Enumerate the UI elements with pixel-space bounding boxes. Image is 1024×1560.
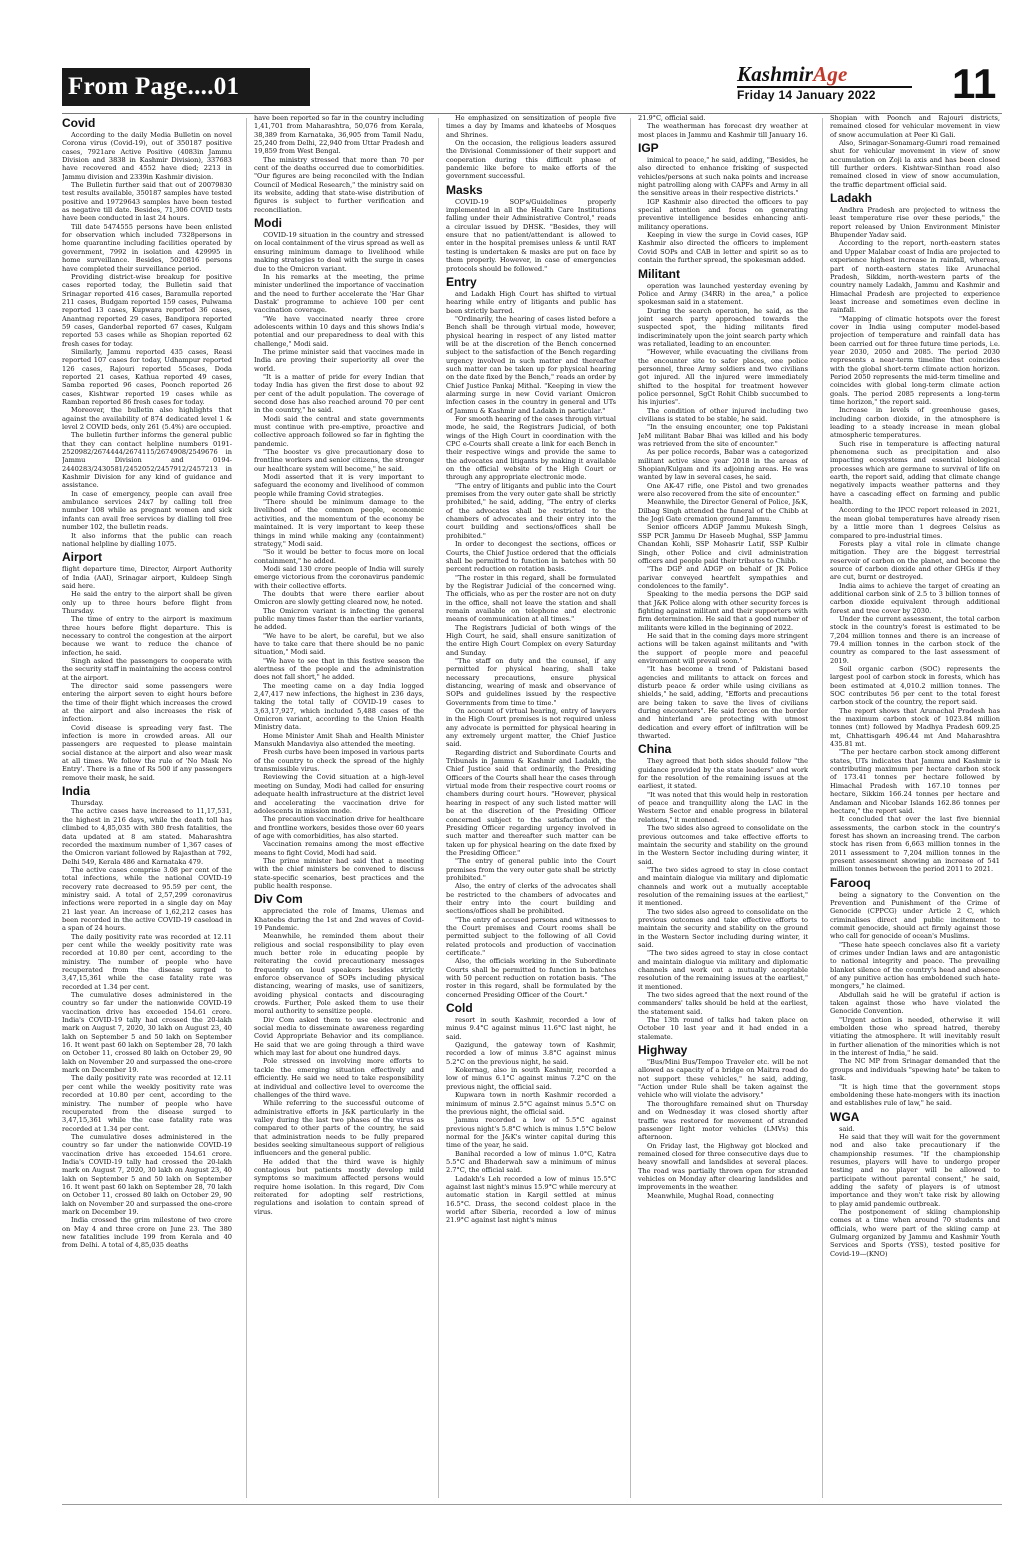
article-paragraph: The NC MP from Srinagar demanded that the groups and individuals "spewing hate" be taken to task.	[830, 1057, 1000, 1083]
article-paragraph: The cumulative doses administered in the country so far under the nationwide COVID-19 vaccination drive has exceeded 154.61 crore. India's COVID-19 tally had crossed the 20-lakh mark on August 7, 2020, 30 lakh on August 23, 40 lakh on September 5 and 50 lakh on September 16. It went past 60 lakh on September 28, 70 lakh on October 11, crossed 80 lakh on October 29, 90 lakh on November 20 and surpassed the one-crore mark on December 19.	[62, 1132, 232, 1216]
brand-logo	[737, 62, 927, 87]
article-paragraph: Senior officers ADGP Jammu Mukesh Singh, SSP PCR Jammu Dr Haseeb Mughal, SSP Jammu Chandan Kohli, SSP Mohasrir Latif, SSP Kulbir Singh, other Police and civil administration officers and people paid their tributes to Chibb.	[638, 523, 808, 565]
article-paragraph: It also informs that the public can reach national helpline by dialling 1075.	[62, 531, 232, 548]
article-paragraph: Meanwhile, he reminded them about their religious and social responsibility to play even much better role in educating people by reiterating the covid precautionary messages frequently on loud speakers besides strictly enforce observance of SOPs including physical distancing, wearing of masks, use of sanitizers, avoiding physical contacts and discouraging crowds. Further, Pole asked them to use their moral authority to sensitize people.	[254, 932, 424, 1016]
article-paragraph: It concluded that over the last five biennial assessments, the carbon stock in the country's forest has shown an increasing trend. The carbon stock has risen from 6,663 million tonnes in the 2011 assessment to 7,204 million tonnes in the present assessment showing an increase of 541 million tonnes between the period 2011 to 2021.	[830, 815, 1000, 874]
article-paragraph: Increase in levels of greenhouse gases, including carbon dioxide, in the atmosphere is leading to a steady increase in mean global atmospheric temperatures.	[830, 406, 1000, 440]
article-headline: Farooq	[830, 875, 871, 890]
article-paragraph: The prime minister had said that a meeting with the chief ministers be convened to discuss state-specific scenarios, best practices and the public health response.	[254, 856, 424, 890]
article-paragraph: Ladakh's Leh recorded a low of minus 15.5°C against last night's minus 15.9°C while mercury at automatic station in Kargil settled at minus 16.5°C. Drass, the second coldest place in the world after Siberia, recorded a low of minus 21.9°C against last night's minus	[446, 1174, 616, 1225]
article-paragraph: The active cases comprise 3.08 per cent of the total infections, while the national COVID-19 recovery rate decreased to 95.59 per cent, the ministry said. A total of 2,57,299 coronavirus infections were reported in a single day on May 21 last year. An increase of 1,62,212 cases has been recorded in the active COVID-19 caseload in a span of 24 hours.	[62, 865, 232, 933]
article-paragraph: "The entry of general public into the Court premises from the very outer gate shall be strictly prohibited."	[446, 857, 616, 882]
article-paragraph: He said the entry to the airport shall be given only up to three hours before flight from Thursday.	[62, 590, 232, 615]
article-paragraph: "The roster in this regard, shall be formulated by the Registrar Judicial of the concerned wing. The officials, who as per the roster are not on duty in the office, shall not leave the station and shall remain available on telephone and electronic means of communication at all times."	[446, 573, 616, 624]
column-2	[254, 114, 424, 1502]
section-banner: From Page....01	[62, 68, 310, 106]
article-paragraph: The daily positivity rate was recorded at 12.11 per cent while the weekly positivity rate was recorded at 10.80 per cent, according to the ministry. The number of people who have recuperated from the disease surged to 3,47,15,361 while the case fatality rate was recorded at 1.34 per cent.	[62, 932, 232, 991]
page-number: 11	[952, 60, 997, 107]
article-paragraph: "The booster vs give precautionary dose to frontline workers and senior citizens, the stronger our healthcare system will become," he said.	[254, 448, 424, 473]
article-paragraph: Kupwara town in north Kashmir recorded a minimum of minus 2.5°C against minus 5.5°C on the previous night, the official said.	[446, 1091, 616, 1116]
article-paragraph: The condition of other injured including two civilians is stated to be stable, he said.	[638, 406, 808, 423]
article-paragraph: Also, the entry of clerks of the advocates shall be restricted to the chambers of advocates and their entry into the court building and sections/offices shall be prohibited.	[446, 882, 616, 916]
article-paragraph: The report shows that Arunachal Pradesh has the maximum carbon stock of 1023.84 million tonnes (mt) followed by Madhya Pradesh 609.25 mt, Chhattisgarh 496.44 mt And Maharashtra 435.81 mt.	[830, 706, 1000, 749]
column-divider	[822, 118, 823, 1498]
article-headline: Cold	[446, 1001, 473, 1016]
article-paragraph: While referring to the successful outcome of administrative efforts in J&K particularly in the valley during the last two phases of the virus as compared to other parts of the country, he said that administration needs to be fully prepared besides seeking simultaneous support of religious influencers and the general public.	[254, 1099, 424, 1158]
article-paragraph: According to the IPCC report released in 2021, the mean global temperatures have already risen by a little more than 1 degrees Celsius as compared to pre-industrial times.	[830, 506, 1000, 540]
column-5	[830, 114, 1000, 1502]
article-paragraph: One AK-47 rifle, one Pistol and two grenades were also recovered from the site of encounter."	[638, 481, 808, 499]
article-paragraph: "These hate speech conclaves also fit a variety of crimes under Indian laws and are antagonistic to national integrity and peace. The prevailing blanket silence of the country's head and absence of any punitive action has emboldened such hate-mongers," he claimed.	[830, 940, 1000, 991]
article-paragraph: "We have vaccinated nearly three crore adolescents within 10 days and this shows India's potential and our preparedness to deal with this challenge," Modi said.	[254, 314, 424, 348]
article-columns	[62, 114, 1000, 1502]
article-paragraph: In his remarks at the meeting, the prime minister underlined the importance of vaccination and the need to further accelerate the 'Har Ghar Dastak' programme to achieve 100 per cent vaccination coverage.	[254, 272, 424, 315]
masthead	[737, 62, 927, 108]
article-paragraph: "The entry of litigants and public into the Court premises from the very outer gate shall be strictly prohibited," he said, adding, "The entry of clerks of the advocates shall be restricted to the chambers of advocates and their entry into the court building and sections/offices shall be prohibited."	[446, 481, 616, 540]
article-headline: IGP	[638, 141, 659, 156]
article-paragraph: inimical to peace," he said, adding, "Besides, he also directed to enhance frisking of suspected vehicles/persons at such naka points and increase night patrolling along with CAPFs and Army in all the sensitive areas in their respective districts."	[638, 156, 808, 198]
article-paragraph: Meanwhile, Mughal Road, connecting	[647, 1191, 774, 1200]
article-paragraph: COVID-19 situation in the country and stressed on local containment of the virus spread as well as ensuring minimum damage to livelihood while making strategies to deal with the surge in cases due to the Omicron variant.	[254, 231, 424, 273]
article-paragraph: "However, while evacuating the civilians from the encounter site to safer places, one police personnel, three Army soldiers and two civilians got injured. All the injured were immediately shifted to the hospital for treatment however police personnel, SgCt Rohit Chibb succumbed to his injuries".	[638, 348, 808, 407]
article-paragraph: "The two sides agreed to stay in close contact and maintain dialogue via military and diplomatic channels and work out a mutually acceptable resolution of the remaining issues at the earliest," it mentioned.	[638, 949, 808, 991]
article-paragraph: He said that in the coming days more stringent actions will be taken against militants and "with the support of people more and peaceful environment will prevail soon."	[638, 631, 808, 665]
article-paragraph: As per police records, Babar was a categorized militant active since year 2018 in the areas of Shopian/Kulgam and its adjoining areas. He was wanted by law in several cases, he said.	[638, 448, 808, 482]
article-paragraph: "It was noted that this would help in restoration of peace and tranquillity along the LAC in the Western Sector and enable progress in bilateral relations," it mentioned.	[638, 790, 808, 824]
article-paragraph: On account of virtual hearing, entry of lawyers in the High Court premises is not required unless any advocate is permitted for physical hearing in any extremely urgent matter, the Chief Justice said.	[446, 707, 616, 749]
article-paragraph: According to the daily Media Bulletin on novel Corona virus (Covid-19), out of 350187 positive cases, 7921are Active Positive (4083in Jammu Division and 3838 in Kashmir Division), 337683 have recovered and 4552 have died; 2213 in Jammu division and 2339in Kashmir division.	[62, 131, 232, 181]
article-paragraph: The doubts that were there earlier about Omicron are slowly getting cleared now, he noted.	[254, 589, 424, 607]
article-paragraph: The Registrars Judicial of both wings of the High Court, he said, shall ensure sanitization of the entire High Court Complex on every Saturday and Sunday.	[446, 623, 616, 657]
article-paragraph: said.	[839, 1124, 855, 1133]
article-paragraph: Jammu recorded a low of 5.5°C against previous night's 5.8°C which is minus 1.5°C below normal for the J&K's winter capital during this time of the year, he said.	[446, 1116, 616, 1150]
article-paragraph: "It is high time that the government stops emboldening these hate-mongers with its inaction and establishes rule of law," he said.	[830, 1082, 1000, 1108]
article-paragraph: "It has become a trend of Pakistani based agencies and militants to attack on forces and disturb peace & order while using civilians as shields," he said, adding, "Efforts and precautions are being taken to save the lives of civilians during encounters". He said forces on the border and hinterland are protecting with utmost dedication and every effort of infiltration will be thwarted.	[638, 665, 808, 741]
article-headline: Airport	[62, 550, 102, 565]
article-paragraph: "The two sides agreed to stay in close contact and maintain dialogue via military and diplomatic channels and work out a mutually acceptable resolution of the remaining issues at the earliest," it mentioned.	[638, 865, 808, 908]
article-paragraph: For smooth hearing of the cases through virtual mode, he said, the Registrars Judicial, of both wings of the High Court in coordination with the CPC e-Courts shall create a link for each Bench in their respective wings and provide the same to the advocates and litigants by making it available on the official website of the High Court or through any appropriate electronic mode.	[446, 415, 616, 482]
article-paragraph: Andhra Pradesh are projected to witness the least temperature rise over these periods," the report released by Union Environment Minister Bhupender Yadav said.	[830, 206, 1000, 240]
article-paragraph: "We have to be alert, be careful, but we also have to take care that there should be no panic situation," Modi said.	[254, 631, 424, 657]
column-divider	[246, 118, 247, 1498]
article-paragraph: Also, Srinagar-Sonamarg-Gumri road remained shut for vehicular movement in view of snow accumulation on Zoji la axis and has been closed till further orders. Kishtwar-Sinthan road also remained closed in view of snow accumulation, the traffic department official said.	[830, 139, 1000, 189]
article-paragraph: India crossed the grim milestone of two crore on May 4 and three crore on June 23. The 380 new fatalities include 199 from Kerala and 40 from Delhi. A total of 4,85,035 deaths	[62, 1216, 232, 1250]
article-paragraph: "Ordinarily, the hearing of cases listed before a Bench shall be through virtual mode, however, physical hearing in respect of any listed matter will be at the discretion of the Bench concerned subject to the satisfaction of the Bench regarding urgency involved in such matter and thereafter such matter can be taken up for physical hearing on the date fixed by the Bench," reads an order by Chief Justice Pankaj Mithal. "Keeping in view the alarming surge in new Covid variant Omicron infection cases in the country in general and UTs of Jammu & Kashmir and Ladakh in particular."	[446, 314, 616, 415]
article-paragraph: Modi said 130 crore people of India will surely emerge victorious from the coronavirus pandemic with their collective efforts.	[254, 564, 424, 590]
article-headline: China	[638, 742, 672, 757]
article-paragraph: The two sides agreed that the next round of the commanders' talks should be held at the earliest, the statement said.	[638, 991, 808, 1016]
article-paragraph: Pole stressed on involving more efforts to tackle the emerging situation effectively and efficiently. He said we need to take responsibility at individual and collective level to overcome the challenges of the third wave.	[254, 1057, 424, 1099]
article-paragraph: The director said some passengers were entering the airport seven to eight hours before the time of their flight which increases the crowd at the airport and also increases the risk of infection.	[62, 682, 232, 724]
article-paragraph: "Urgent action is needed, otherwise it will embolden those who spread hatred, thereby vitiating the atmosphere. It will inevitably result in further alienation of the minorities which is not in the interest of India," he said.	[830, 1015, 1000, 1058]
article-paragraph: Fresh curbs have been imposed in various parts of the country to check the spread of the highly transmissible virus.	[254, 748, 424, 774]
article-paragraph: Kokernag, also in south Kashmir, recorded a low of minus 6.1°C against minus 7.2°C on the previous night, the official said.	[446, 1066, 616, 1091]
article-paragraph: IGP Kashmir also directed the officers to pay special attention and focus on generating preventive intelligence besides enhancing anti-militancy operations.	[638, 197, 808, 231]
column-1	[62, 114, 232, 1502]
article-paragraph: Speaking to the media persons the DGP said that J&K Police along with other security forces is fighting against militant and their supporters with firm determination. He said that a good number of militants were killed in the beginning of 2022.	[638, 590, 808, 632]
article-paragraph: Abdullah said he will be grateful if action is taken against those who have violated the Genocide Convention.	[830, 990, 1000, 1016]
article-paragraph: The two sides also agreed to consolidate on the previous outcomes and take effective efforts to maintain the security and stability on the ground in the Western Sector including during winter, it said.	[638, 907, 808, 949]
article-headline: Highway	[638, 1043, 688, 1058]
article-paragraph: operation was launched yesterday evening by Police and Army (34RR) in the area," a police spokesman said in a statement.	[638, 281, 808, 307]
article-paragraph: On the occasion, the religious leaders assured the Divisional Commissioner of their support and cooperation during this difficult phase of pandemic like before to make efforts of the government successful.	[446, 139, 616, 181]
article-paragraph: Covid disease is spreading very fast. The infection is more in crowded areas. All our passengers are requested to please maintain social distance at the airport and also wear mask at all times. We follow the rule of 'No Mask No Entry'. There is a fine of Rs 500 if any passengers remove their mask, he said.	[62, 723, 232, 782]
article-headline: Masks	[446, 182, 483, 197]
article-paragraph: "Bus/Mini Bus/Tempoo Traveler etc. will be not allowed as capacity of a bridge on Maitra road do not support these vehicles," he said, adding, "Action under Rule shall be taken against the vehicle who will violate the advisory."	[638, 1058, 808, 1100]
article-paragraph: The precaution vaccination drive for healthcare and frontline workers, besides those over 60 years of age with comorbidities, has also started.	[254, 815, 424, 840]
article-paragraph: The active cases have increased to 11,17,531, the highest in 216 days, while the death toll has climbed to 4,85,035 with 380 fresh fatalities, the data updated at 8 am stated. Maharashtra recorded the maximum number of 1,367 cases of the Omicron variant followed by Rajasthan at 792, Delhi 549, Kerala 486 and Karnataka 479.	[62, 807, 232, 866]
article-paragraph: Qazigund, the gateway town of Kashmir, recorded a low of minus 3.8°C against minus 5.2°C on the previous night, he said.	[446, 1041, 616, 1066]
article-paragraph: Div Com asked them to use electronic and social media to disseminate awareness regarding Covid Appropriate Behavior and its compliance. He said that we are going through a third wave which may last for about one hundred days.	[254, 1015, 424, 1058]
article-paragraph: In case of emergency, people can avail free ambulance services 24x7 by calling toll free number 108 while as pregnant women and sick infants can avail free services by dialling toll free number 102, the bulletin reads.	[62, 489, 232, 532]
article-paragraph: flight departure time, Director, Airport Authority of India (AAI), Srinagar airport, Kuldeep Singh said here.	[62, 565, 232, 590]
article-paragraph: Singh asked the passengers to cooperate with the security staff in maintaining the access control at the airport.	[62, 656, 232, 682]
article-paragraph: "The entry of accused persons and witnesses to the Court premises and Court rooms shall be permitted subject to the following of all Covid related protocols and production of vaccination certificate."	[446, 915, 616, 957]
article-paragraph: The time of entry to the airport is maximum three hours before flight departure. This is necessary to control the congestion at the airport because we want to reduce the chance of infection, he said.	[62, 615, 232, 657]
article-paragraph: Shopian with Poonch and Rajouri districts, remained closed for vehicular movement in view of snow accumulation at Peer Ki Gali.	[830, 114, 1000, 139]
article-paragraph: In order to decongest the sections, offices or Courts, the Chief Justice ordered that the officials shall be permitted to function in batches with 50 percent reduction on rotation basis.	[446, 540, 616, 574]
article-paragraph: During the search operation, he said, as the joint search party approached towards the suspected spot, the hiding militants fired indiscriminately upon the joint search party which was retaliated, leading to an encounter.	[638, 306, 808, 348]
article-headline: Covid	[62, 116, 96, 130]
article-paragraph: "Mapping of climatic hotspots over the forest cover in India using computer model-based projection of temperature and rainfall data has been carried out for three future time periods, i.e. year 2030, 2050 and 2085. The period 2030 represents a near-term timeline that coincides with the global short-term climate action horizon. Period 2050 represents the mid-term timeline and coincides with global long-term climate action goals. The period 2085 represents a long-term time horizon," the report said.	[830, 314, 1000, 406]
article-paragraph: The daily positivity rate was recorded at 12.11 per cent while the weekly positivity rate was recorded at 10.80 per cent, according to the ministry. The number of people who have recuperated from the disease surged to 3,47,15,361 while the case fatality rate was recorded at 1.34 per cent.	[62, 1074, 232, 1133]
article-paragraph: "The staff on duty and the counsel, if any permitted for physical hearing, shall take necessary precautions, ensure physical distancing, wearing of mask and observance of SOPs and guidelines issued by the respective Governments from time to time."	[446, 656, 616, 707]
article-paragraph: Banihal recorded a low of minus 1.0°C, Katra 5.5°C and Bhaderwah saw a minimum of minus 2.7°C, the official said.	[446, 1149, 616, 1175]
article-headline: India	[62, 784, 91, 799]
article-paragraph: On Friday last, the Highway got blocked and remained closed for three consecutive days due to heavy snowfall and landslides at several places. The road was partially thrown open for stranded vehicles on Monday after clearing landslides and improvements in the weather.	[638, 1141, 808, 1192]
article-paragraph: Providing district-wise breakup for positive cases reported today, the Bulletin said that Srinagar reported 416 cases, Baramulla reported 211 cases, Budgam reported 159 cases, Pulwama reported 13 cases, Kupwara reported 36 cases, Anantnag reported 29 cases, Bandipora reported 59 cases, Ganderbal reported 67 cases, Kulgam reported 53 cases while as Shopian reported 62 fresh cases for today.	[62, 272, 232, 348]
article-paragraph: Regarding district and Subordinate Courts and Tribunals in Jammu & Kashmir and Ladakh, the Chief Justice said that ordinarily, the Presiding Officers of the Courts shall hear the cases through virtual mode from their respective court rooms or chambers during court hours. "However, physical hearing in respect of any such listed matter will be at the discretion of the Presiding Officer concerned subject to the satisfaction of the Presiding Officer regarding urgency involved in such matter and thereafter such matter can be taken up for physical hearing on the date fixed by the Presiding Officer."	[446, 748, 616, 857]
article-paragraph: "The DGP and ADGP on behalf of JK Police parivar conveyed heartfelt sympathies and condolences to the family".	[638, 565, 808, 590]
page-header	[62, 60, 1002, 110]
article-headline: Ladakh	[830, 191, 873, 206]
article-paragraph: Similarly, Jammu reported 435 cases, Reasi reported 107 cases for today, Udhampur reported 126 cases, Rajouri reported 55cases, Doda reported 21 cases, Kathua reported 49 cases, Samba reported 96 cases, Poonch reported 26 cases, Kishtwar reported 19 cases while as Ramban reported 86 fresh cases for today.	[62, 347, 232, 406]
footer-divider	[62, 1504, 1002, 1505]
article-paragraph: The meeting came on a day India logged 2,47,417 new infections, the highest in 236 days, taking the total tally of COVID-19 cases to 3,63,17,927, which included 5,488 cases of the Omicron variant, according to the Union Health Ministry data.	[254, 681, 424, 732]
column-4	[638, 114, 808, 1502]
article-paragraph: The two sides also agreed to consolidate on the previous outcomes and take effective efforts to maintain the security and stability on the ground in the Western Sector including during winter, it said.	[638, 824, 808, 866]
article-paragraph: Home Minister Amit Shah and Health Minister Mansukh Mandaviya also attended the meeting.	[254, 731, 424, 749]
article-paragraph: Moreover, the bulletin also highlights that against the availability of 874 dedicated level 1 & level 2 COVID beds, only 261 (5.4%) are occupied.	[62, 406, 232, 432]
article-paragraph: "In the ensuing encounter, one top Pakistani JeM militant Babar Bhai was killed and his body was retrieved from the site of encounter."	[638, 423, 808, 449]
article-paragraph: Soil organic carbon (SOC) represents the largest pool of carbon stock in forests, which has been estimated at 4,010.2 million tonnes. The SOC contributes 56 per cent to the total forest carbon stock of the country, the report said.	[830, 665, 1000, 707]
article-paragraph: According to the report, north-eastern states and Upper Malabar coast of India are projected to experience highest increase in rainfall, whereas, part of north-eastern states like Arunachal Pradesh, Sikkim, north-western parts of the country namely Ladakh, Jammu and Kashmir and Himachal Pradesh are projected to experience least increase and sometimes even decline in rainfall.	[830, 239, 1000, 315]
article-paragraph: He added that the third wave is highly contagious but patients mostly develop mild symptoms so maximum affected persons would require home isolation. In this regard, Div Com reiterated for adopting self restrictions, regulations and isolation to contain spread of virus.	[254, 1157, 424, 1216]
article-headline: Militant	[638, 266, 680, 281]
article-paragraph: "There should be minimum damage to the livelihood of the common people, economic activities, and the momentum of the economy be maintained. It is very important to keep these things in mind while making any (containment) strategy," Modi said.	[254, 498, 424, 548]
article-paragraph: Forests play a vital role in climate change mitigation. They are the biggest terrestrial reservoir of carbon on the planet, and become the source of carbon dioxide and other GHGs if they are cut, burnt or destroyed.	[830, 539, 1000, 582]
article-paragraph: 21.9°C, official said.	[638, 114, 706, 122]
article-paragraph: Vaccination remains among the most effective means to fight Covid, Modi had said.	[254, 840, 424, 857]
article-headline: WGA	[830, 1109, 860, 1124]
article-paragraph: The bulletin further informs the general public that they can contact helpline numbers 0191-2520982/2674444/2674115/2674908/2549676 in Jammu Division and 0194-2440283/2430581/2452052/2457912/2457213 in Kashmir Division for any kind of guidance and assistance.	[62, 431, 232, 490]
article-paragraph: The prime minister said that vaccines made in India are proving their superiority all over the world.	[254, 347, 424, 373]
column-divider	[438, 118, 439, 1498]
article-paragraph: The thoroughfare remained shut on Thursday and on Wednesday it was closed shortly after traffic was restored for movement of stranded passenger light motor vehicles (LMVs) this afternoon.	[638, 1099, 808, 1142]
article-paragraph: Till date 5474555 persons have been enlisted for observation which included 7328persons in home quarantine including facilities operated by government, 7992 in isolation and 429995 in home surveillance. Besides, 5020816 persons have completed their surveillance period.	[62, 222, 232, 273]
column-divider	[630, 118, 631, 1498]
article-paragraph: "So it would be better to focus more on local containment," he added.	[254, 548, 424, 565]
issue-date: Friday 14 January 2022	[737, 88, 876, 102]
article-paragraph: He emphasized on sensitization of people five times a day by Imams and khateebs of Mosques and Shrines.	[446, 114, 616, 139]
article-paragraph: Also, the officials working in the Subordinate Courts shall be permitted to function in batches with 50 percent reduction on rotation basis. "The roster in this regard, shall be formulated by the concerned Presiding Officer of the Court."	[446, 957, 616, 999]
article-paragraph: Under the current assessment, the total carbon stock in the country's forest is estimated to be 7,204 million tonnes and there is an increase of 79.4 million tonnes in the carbon stock of the country as compared to the last assessment of 2019.	[830, 614, 1000, 665]
article-paragraph: The weatherman has forecast dry weather at most places in Jammu and Kashmir till January 16.	[638, 122, 808, 139]
article-paragraph: and Ladakh High Court has shifted to virtual hearing while entry of litigants and public has been strictly barred.	[446, 289, 616, 315]
article-paragraph: "It is a matter of pride for every Indian that today India has given the first dose to about 92 per cent of the adult population. The coverage of second dose has also reached around 70 per cent in the country," he said.	[254, 372, 424, 415]
article-paragraph: The 13th round of talks had taken place on October 10 last year and it had ended in a stalemate.	[638, 1016, 808, 1041]
article-paragraph: Modi asserted that it is very important to safeguard the economy and livelihood of common people while framing Covid strategies.	[254, 473, 424, 498]
article-paragraph: The Omicron variant is infecting the general public many times faster than the earlier variants, he added.	[254, 606, 424, 632]
article-paragraph: The ministry stressed that more than 70 per cent of the deaths occurred due to comorbidities. "Our figures are being reconciled with the Indian Council of Medical Research," the ministry said on its website, adding that state-wise distribution of figures is subject to further verification and reconciliation.	[254, 155, 424, 214]
article-headline: Entry	[446, 274, 477, 289]
article-paragraph: "The per hectare carbon stock among different states, UTs indicates that Jammu and Kashmir is contributing maximum per hectare carbon stock of 173.41 tonnes per hectare followed by Himachal Pradesh with 167.10 tonnes per hectare, Sikkim 166.24 tonnes per hectare and Andaman and Nicobar Islands 162.86 tonnes per hectare," the report said.	[830, 748, 1000, 815]
article-paragraph: appreciated the role of Imams, Ulemas and Khateebs during the 1st and 2nd waves of Covid-19 Pandemic.	[254, 907, 424, 932]
article-paragraph: Thursday.	[71, 799, 104, 808]
column-3	[446, 114, 616, 1502]
article-paragraph: The postponement of skiing championship comes at a time when around 70 students and officials, who were part of the skiing camp at Gulmarg organized by Jammu and Kashmir Youth Services and Sports (YSS), tested positive for Covid-19—(KNO)	[830, 1207, 1000, 1258]
brand-name-age: Age	[813, 62, 848, 86]
article-paragraph: COVID-19 SOP's/Guidelines properly implemented in all the Health Care Institutions falling under their Administrative Control," reads a circular issued by DHSK. "Besides, they will ensure that no patient/attendant is allowed to enter in the hospital premises unless & until RAT testing is undertaken & masks are put on face by them properly. However, in case of emergencies protocols should be followed."	[446, 197, 616, 273]
article-paragraph: have been reported so far in the country including 1,41,701 from Maharashtra, 50,076 from Kerala, 38,389 from Karnataka, 36,905 from Tamil Nadu, 25,240 from Delhi, 22,940 from Uttar Pradesh and 19,859 from West Bengal.	[254, 114, 424, 156]
article-paragraph: The Bulletin further said that out of 20079830 test results available, 350187 samples have tested positive and 19729643 samples have been tested as negative till date. Besides, 71,306 COVID tests have been conducted in last 24 hours.	[62, 181, 232, 223]
article-paragraph: "We have to see that in this festive season the alertness of the people and the administration does not fall short," he added.	[254, 656, 424, 682]
article-paragraph: Such rise in temperature is affecting natural phenomena such as precipitation and also impacting ecosystems and essential biological processes which are germane to survival of life on earth, the report said, adding that climate change negatively impacts weather patterns and they have a cascading effect on farming and public health.	[830, 439, 1000, 507]
article-headline: Div Com	[254, 892, 303, 907]
article-paragraph: Reviewing the Covid situation at a high-level meeting on Sunday, Modi had called for ensuring adequate health infrastructure at the district level and accelerating the vaccination drive for adolescents in mission mode.	[254, 773, 424, 815]
article-paragraph: Meanwhile, the Director General of Police, J&K, Dilbag Singh attended the funeral of the Chibb at the Jogi Gate cremation ground Jammu.	[638, 498, 808, 524]
article-paragraph: The cumulative doses administered in the country so far under the nationwide COVID-19 vaccination drive has exceeded 154.61 crore. India's COVID-19 tally had crossed the 20-lakh mark on August 7, 2020, 30 lakh on August 23, 40 lakh on September 5 and 50 lakh on September 16. It went past 60 lakh on September 28, 70 lakh on October 11, crossed 80 lakh on October 29, 90 lakh on November 20 and surpassed the one-crore mark on December 19.	[62, 991, 232, 1075]
article-paragraph: They agreed that both sides should follow "the guidance provided by the state leaders" and work for the resolution of the remaining issues at the earliest, it stated.	[638, 757, 808, 791]
article-paragraph: He said that they will wait for the government nod and also take precautionary if the championship resumes. "If the championship resumes, players will have to undergo proper testing and no player will be allowed to participate without parental consent," he said, adding the safety of players is of utmost importance and they won't take risk by allowing to play amid pandemic outbreak.	[830, 1132, 1000, 1208]
article-paragraph: resort in south Kashmir, recorded a low of minus 9.4°C against minus 11.6°C last night, he said.	[446, 1016, 616, 1041]
article-paragraph: Keeping in view the surge in Covid cases, IGP Kashmir also directed the officers to implement Covid SOPs and CAB in letter and spirit so as to contain the further spread, the spokesman added.	[638, 231, 808, 265]
brand-name-kashmir: Kashmir	[737, 62, 814, 86]
article-headline: Modi	[254, 216, 282, 231]
article-paragraph: being a signatory to the Convention on the Prevention and Punishment of the Crime of Genocide (CPPCG) under Article 2 C, which criminalises direct and public incitement to commit genocide, should act firmly against those who call for genocide of ocean's Muslims.	[830, 890, 1000, 941]
article-paragraph: India aims to achieve the target of creating an additional carbon sink of 2.5 to 3 billion tonnes of carbon dioxide equivalent through additional forest and tree cover by 2030.	[830, 581, 1000, 615]
article-paragraph: Modi said the central and state governments must continue with pre-emptive, proactive and collective approach followed so far in fighting the pandemic.	[254, 414, 424, 448]
